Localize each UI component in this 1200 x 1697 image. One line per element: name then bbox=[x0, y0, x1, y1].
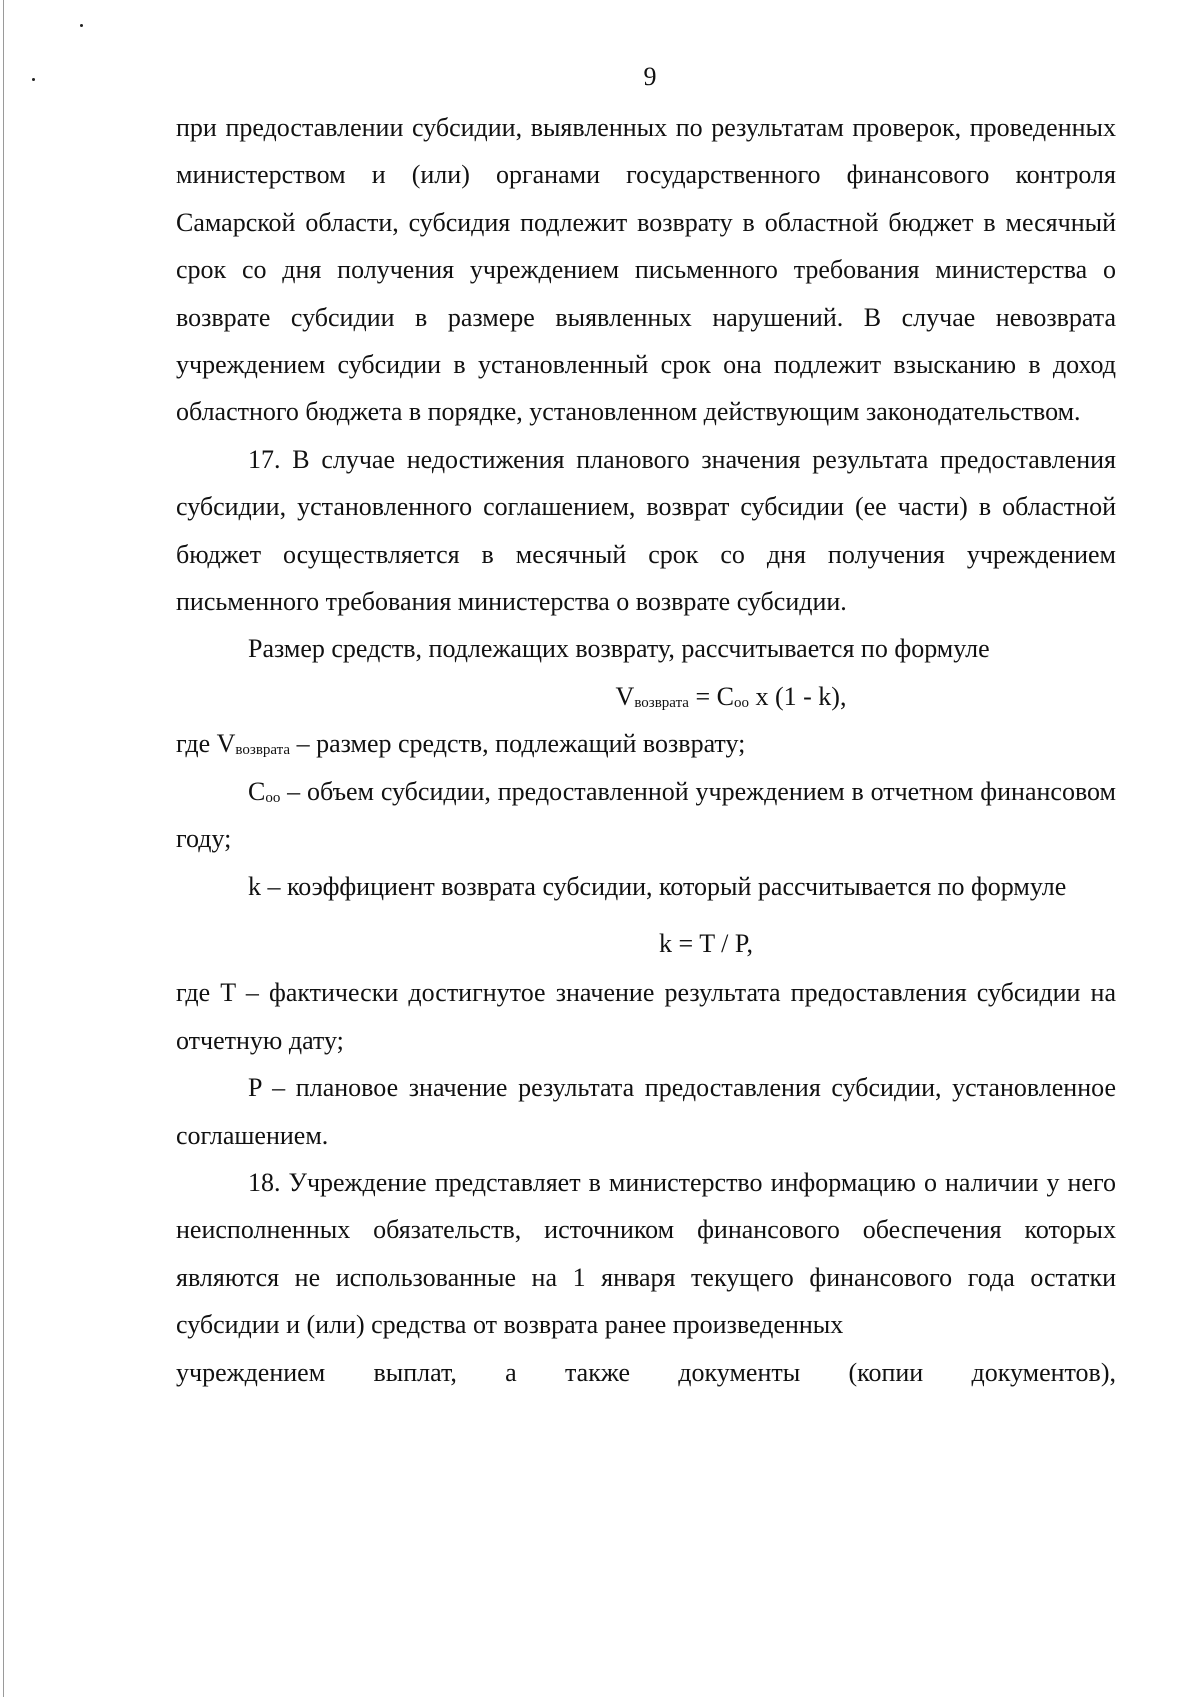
definition-v bbox=[176, 720, 1116, 767]
paragraph-18-last-line: учреждением выплат, а также документы (копии документов), bbox=[176, 1357, 1116, 1387]
formula-return-amount bbox=[176, 673, 1116, 720]
definition-t: где T – фактически достигнутое значение результата предоставления субсидии на отчетную дату; bbox=[176, 978, 1116, 1055]
definition-v-prefix: где V bbox=[176, 729, 236, 759]
definition-v-text: – размер средств, подлежащий возврату; bbox=[290, 729, 746, 759]
definition-v-subscript: возврата bbox=[235, 742, 291, 759]
formula-v-subscript: возврата bbox=[634, 694, 689, 711]
definition-p: P – плановое значение результата предоставления субсидии, установленное соглашением. bbox=[176, 1073, 1116, 1150]
definition-k: k – коэффициент возврата субсидии, который рассчитывается по формуле bbox=[248, 871, 1067, 901]
paragraph-formula-intro: Размер средств, подлежащих возврату, рассчитывается по формуле bbox=[248, 634, 990, 664]
scan-page-edge bbox=[3, 0, 4, 1697]
formula-v: V bbox=[615, 681, 635, 711]
document-body bbox=[176, 104, 1116, 1396]
definition-c-symbol: C bbox=[248, 776, 266, 806]
definition-c bbox=[176, 768, 1116, 863]
formula-c: = C bbox=[688, 681, 734, 711]
formula-k: k = T / P, bbox=[659, 928, 753, 958]
page-number: 9 bbox=[643, 62, 657, 91]
paragraph-17: 17. В случае недостижения планового значения результата предоставления субсидии, установленного соглашением, возврат субсидии (ее части) в областной бюджет осуществляется в месячный срок со дня получения учреждением письменного требования министерства о возврате субсидии. bbox=[176, 444, 1116, 617]
definition-c-text: – объем субсидии, предоставленной учреждением в отчетном финансовом году; bbox=[176, 776, 1116, 854]
definition-c-subscript: оо bbox=[265, 789, 281, 806]
formula-rest: x (1 - k), bbox=[748, 681, 847, 711]
paragraph-violations: при предоставлении субсидии, выявленных по результатам проверок, проведенных министерством и (или) органами государственного финансового контроля Самарской области, субсидия подлежит возврату в областной бюджет в месячный срок со дня получения учреждением письменного требования министерства о возврате субсидии в размере выявленных нарушений. В случае невозврата учреждением субсидии в установленный срок она подлежит взысканию в доход областного бюджета в порядке, установленном действующим законодательством. bbox=[176, 113, 1116, 427]
scan-speck bbox=[80, 24, 83, 27]
paragraph-18: 18. Учреждение представляет в министерство информацию о наличии у него неисполненных обязательств, источником финансового обеспечения которых являются не использованные на 1 января текущего финансового года остатки субсидии и (или) средства от возврата ранее произведенных bbox=[176, 1167, 1116, 1340]
formula-c-subscript: оо bbox=[733, 694, 749, 711]
